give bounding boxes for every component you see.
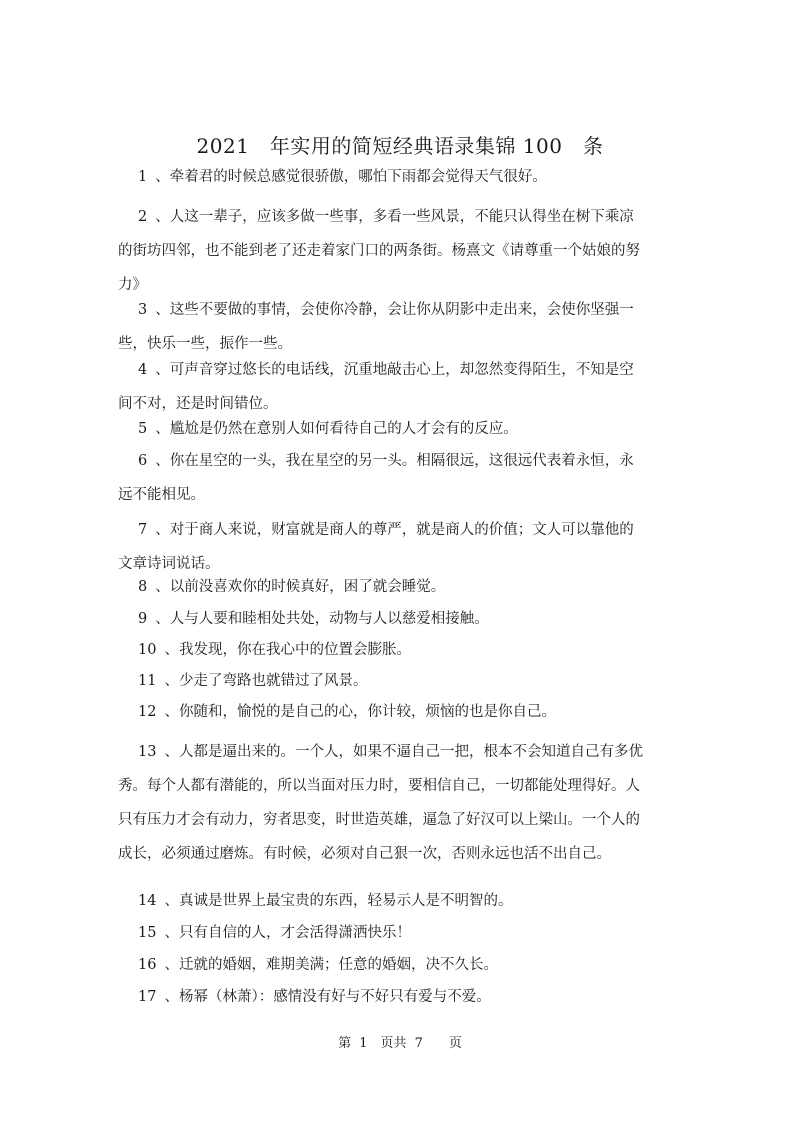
quote-text: 、少走了弯路也就错过了风景。: [164, 673, 368, 689]
quote-item: [118, 948, 648, 982]
quote-number: 6: [138, 453, 148, 469]
quote-number: 12: [138, 704, 157, 720]
quote-item: [118, 602, 648, 636]
quote-text: 、你在星空的一头，我在星空的另一头。相隔很远，这很远代表着永恒，永远不能相见。: [118, 453, 634, 503]
quote-number: 17: [138, 989, 157, 1005]
quote-text: 、牵着君的时候总感觉很骄傲，哪怕下雨都会觉得天气很好。: [155, 169, 547, 185]
quote-text: 、真诚是世界上最宝贵的东西，轻易示人是不明智的。: [164, 893, 513, 909]
quote-text: 、尴尬是仍然在意别人如何看待自己的人才会有的反应。: [155, 421, 518, 437]
quote-item: [118, 200, 648, 302]
quote-number: 8: [138, 579, 148, 595]
quote-text: 、杨幂（林萧）：感情没有好与不好只有爱与不爱。: [164, 989, 491, 1005]
quote-number: 14: [138, 893, 157, 909]
quote-number: 16: [138, 957, 157, 973]
quote-number: 11: [138, 673, 157, 689]
quote-text: 、迁就的婚姻，难期美满；任意的婚姻，决不久长。: [164, 957, 498, 973]
quote-item: [118, 735, 648, 871]
quote-item: [118, 570, 648, 604]
quote-text: 、你随和，愉悦的是自己的心，你计较，烦恼的也是你自己。: [164, 704, 556, 720]
quote-number: 9: [138, 611, 148, 627]
document-title: 2021 年实用的简短经典语录集锦 100 条: [196, 134, 604, 158]
quote-item: [118, 916, 648, 950]
quote-number: 4: [138, 362, 148, 378]
quote-number: 1: [138, 169, 148, 185]
quote-item: [118, 633, 648, 667]
quote-text: 、这些不要做的事情，会使你冷静，会让你从阴影中走出来，会使你坚强一些，快乐一些，振作一些。: [118, 302, 634, 352]
quote-number: 3: [138, 302, 148, 318]
quote-item: [118, 695, 648, 729]
quote-number: 10: [138, 642, 157, 658]
quote-item: [118, 293, 648, 361]
quote-text: 、只有自信的人，才会活得潇洒快乐！: [164, 925, 411, 941]
quote-item: [118, 444, 648, 512]
quote-item: [118, 353, 648, 421]
quote-text: 、人这一辈子，应该多做一些事，多看一些风景，不能只认得坐在树下乘凉的街坊四邻，也不能到老了还走着家门口的两条街。杨熹文《请尊重一个姑娘的努力》: [118, 209, 640, 293]
quote-item: [118, 664, 648, 698]
quote-number: 7: [138, 522, 148, 538]
quote-text: 、人都是逼出来的。一个人，如果不逼自己一把，根本不会知道自己有多优秀。每个人都有潜能的，所以当面对压力时，要相信自己，一切都能处理得好。人只有压力才会有动力，穷者思变，时世造英雄，逼急了好汉可以上梁山。一个人的成长，必须通过磨炼。有时候，必须对自己狠一次，否则永远也活不出自己。: [118, 744, 643, 862]
quote-text: 、可声音穿过悠长的电话线，沉重地敲击心上，却忽然变得陌生，不知是空间不对，还是时间错位。: [118, 362, 634, 412]
quote-number: 2: [138, 209, 148, 225]
quote-item: [118, 160, 648, 194]
quote-number: 15: [138, 925, 157, 941]
quote-item: [118, 980, 648, 1014]
quote-number: 13: [138, 744, 157, 760]
quote-text: 、我发现，你在我心中的位置会膨胀。: [164, 642, 411, 658]
quote-text: 、对于商人来说，财富就是商人的尊严，就是商人的价值；文人可以靠他的文章诗词说话。: [118, 522, 634, 572]
quote-text: 、人与人要和睦相处共处，动物与人以慈爱相接触。: [155, 611, 489, 627]
quote-item: [118, 412, 648, 446]
quote-item: [118, 884, 648, 918]
quote-text: 、以前没喜欢你的时候真好，困了就会睡觉。: [155, 579, 446, 595]
quote-number: 5: [138, 421, 148, 437]
page-footer: 第 1 页共 7 页: [338, 1036, 462, 1051]
